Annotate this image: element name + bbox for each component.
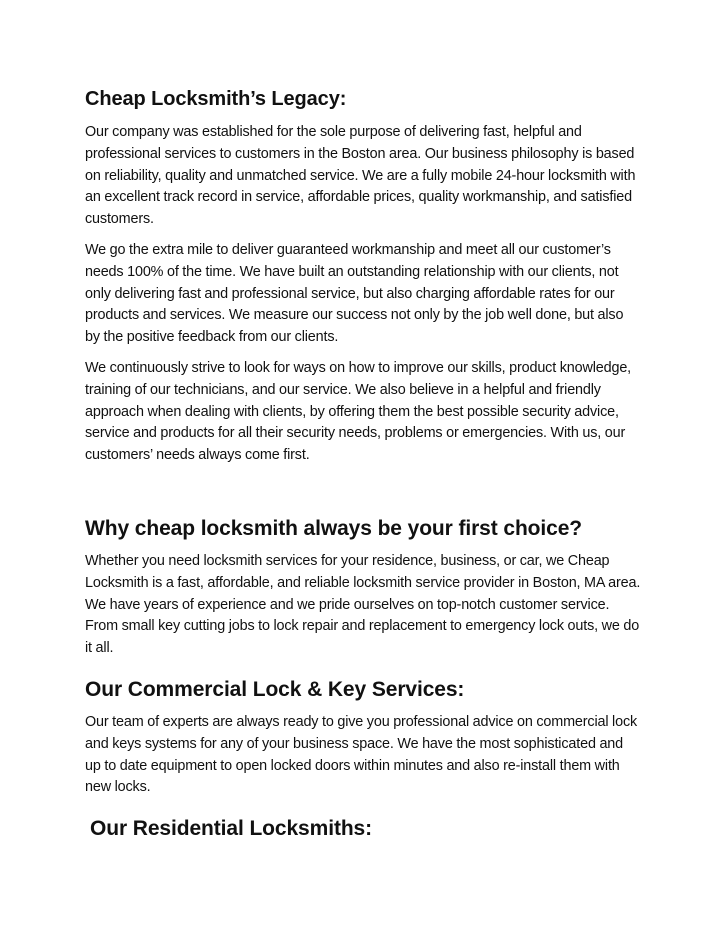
paragraph-legacy-1: Our company was established for the sole purpose of delivering fast, helpful and professional services to customers in the Boston area. Our business philosophy is based on reliability, quality and unmatched service. We are a fully mobile 24-hour locksmith with an excellent track record in service, affordable prices, quality workmanship, and satisfied customers. [85, 124, 636, 228]
heading-legacy: Cheap Locksmith’s Legacy: [85, 88, 347, 110]
paragraph-legacy-3: We continuously strive to look for ways on how to improve our skills, product knowledge, training of our technicians, and our service. We also believe in a helpful and friendly approach when dealing with clients, by offering them the best possible security advice, service and products for all their security needs, problems or emergencies. With us, our customers’ needs always come first. [85, 359, 632, 464]
paragraph-why-choice: Whether you need locksmith services for your residence, business, or car, we Cheap Locksmith is a fast, affordable, and reliable locksmith service provider in Boston, MA area. We have years of experience and we pride ourselves on top-notch customer service. From small key cutting jobs to lock repair and replacement to emergency lock outs, we do it all. [85, 552, 641, 657]
paragraph-commercial-services: Our team of experts are always ready to give you professional advice on commercial lock and keys systems for any of your business space. We have the most sophisticated and up to date equipment to open locked doors within minutes and also re-install them with new locks. [85, 713, 638, 796]
heading-commercial-services: Our Commercial Lock & Key Services: [85, 677, 465, 701]
document-body [85, 84, 641, 845]
heading-why-choice: Why cheap locksmith always be your first choice? [85, 516, 583, 540]
heading-residential-locksmiths: Our Residential Locksmiths: [90, 817, 373, 841]
paragraph-legacy-2: We go the extra mile to deliver guaranteed workmanship and meet all our customer’s needs 100% of the time. We have built an outstanding relationship with our clients, not only delivering fast and professional service, but also charging affordable rates for our products and services. We measure our success not only by the job well done, but also by the positive feedback from our clients. [85, 241, 624, 346]
